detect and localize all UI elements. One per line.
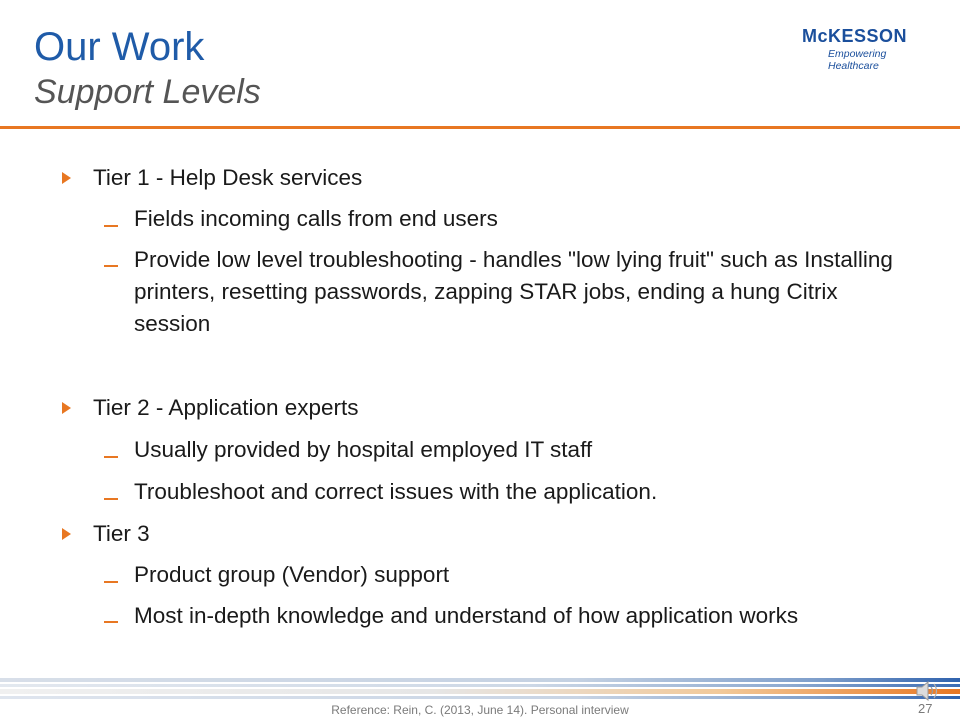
dash-bullet-icon <box>104 265 118 267</box>
reference-citation: Reference: Rein, C. (2013, June 14). Personal interview <box>331 703 629 717</box>
speaker-icon[interactable] <box>914 678 942 704</box>
list-item-tier-3: Tier 3 <box>93 521 150 546</box>
footer-decoration <box>0 678 960 702</box>
list-subitem: Most in-depth knowledge and understand of how application works <box>134 603 799 628</box>
logo-tagline: Empowering Healthcare <box>828 48 887 72</box>
list-subitem: Product group (Vendor) support <box>134 562 450 587</box>
dash-bullet-icon <box>104 498 118 500</box>
dash-bullet-icon <box>104 225 118 227</box>
triangle-bullet-icon <box>62 402 71 414</box>
triangle-bullet-icon <box>62 172 71 184</box>
list-subitem: Usually provided by hospital employed IT staff <box>134 437 593 462</box>
triangle-bullet-icon <box>62 528 71 540</box>
list-item-tier-1: Tier 1 - Help Desk services <box>93 165 363 190</box>
slide-subtitle: Support Levels <box>34 73 261 111</box>
list-item-tier-2: Tier 2 - Application experts <box>93 395 359 420</box>
list-subitem: Provide low level troubleshooting - handles "low lying fruit" such as Installing printers, resetting passwords, zapping STAR jobs, ending a hung Citrix session <box>134 247 893 336</box>
slide-title: Our Work <box>34 25 205 69</box>
page-number: 27 <box>918 701 933 716</box>
list-subitem: Troubleshoot and correct issues with the application. <box>134 479 658 504</box>
dash-bullet-icon <box>104 581 118 583</box>
list-subitem: Fields incoming calls from end users <box>134 206 498 231</box>
dash-bullet-icon <box>104 456 118 458</box>
logo-name: McKESSON <box>802 26 908 46</box>
dash-bullet-icon <box>104 621 118 623</box>
